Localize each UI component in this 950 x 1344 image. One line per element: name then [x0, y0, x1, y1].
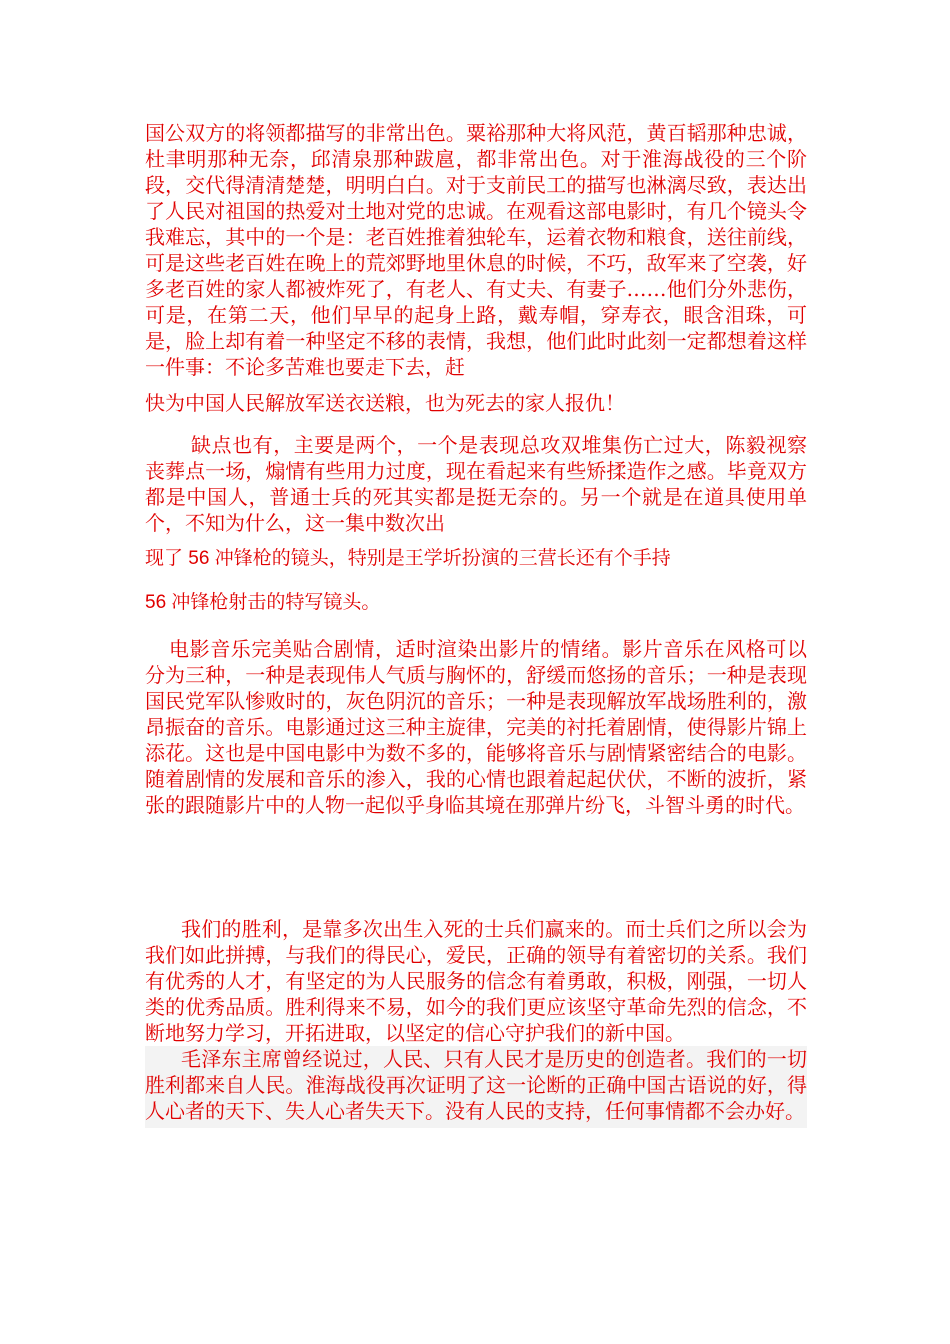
paragraph-people-quote: 毛泽东主席曾经说过，人民、只有人民才是历史的创造者。我们的一切胜利都来自人民。淮海战役再次证明了这一论断的正确中国古语说的好，得人心者的天下、失人心者失天下。没有人民的支持，任何事情都不会办好。: [145, 1046, 807, 1128]
paragraph-shortcomings-closeup: 56 冲锋枪射击的特写镜头。: [145, 592, 381, 613]
document-body: [145, 120, 807, 1128]
paragraph-shortcomings-gun: 现了 56 冲锋枪的镜头，特别是王学圻扮演的三营长还有个手持: [145, 548, 671, 569]
paragraph-film-characters-end: 快为中国人民解放军送衣送粮，也为死去的家人报仇！: [145, 391, 625, 415]
paragraph-shortcomings: 缺点也有，主要是两个，一个是表现总攻双堆集伤亡过大，陈毅视察丧葬点一场，煽情有些用力过度，现在看起来有些矫揉造作之感。毕竟双方都是中国人，普通士兵的死其实都是挺无奈的。另一个就是在道具使用单个，不知为什么，这一集中数次出: [145, 433, 807, 535]
paragraph-victory: 我们的胜利，是靠多次出生入死的士兵们赢来的。而士兵们之所以会为我们如此拼搏，与我们的得民心，爱民，正确的领导有着密切的关系。我们有优秀的人才，有坚定的为人民服务的信念有着勇敢，积极，刚强，一切人类的优秀品质。胜利得来不易，如今的我们更应该坚守革命先烈的信念，不断地努力学习，开拓进取，以坚定的信心守护我们的新中国。: [145, 917, 807, 1045]
paragraph-film-characters: 国公双方的将领都描写的非常出色。粟裕那种大将风范，黄百韬那种忠诚，杜聿明那种无奈，邱清泉那种跋扈，都非常出色。对于淮海战役的三个阶段，交代得清清楚楚，明明白白。对于支前民工的描写也淋漓尽致，表达出了人民对祖国的热爱对土地对党的忠诚。在观看这部电影时，有几个镜头令我难忘，其中的一个是：老百姓推着独轮车，运着衣物和粮食，送往前线，可是这些老百姓在晚上的荒郊野地里休息的时候，不巧，敌军来了空袭，好多老百姓的家人都被炸死了，有老人、有丈夫、有妻子……他们分外悲伤，可是，在第二天，他们早早的起身上路，戴寿帽，穿寿衣，眼含泪珠，可是，脸上却有着一种坚定不移的表情，我想，他们此时此刻一定都想着这样一件事：不论多苦难也要走下去，赶: [145, 121, 807, 379]
paragraph-music: 电影音乐完美贴合剧情，适时渲染出影片的情绪。影片音乐在风格可以分为三种，一种是表现伟人气质与胸怀的，舒缓而悠扬的音乐；一种是表现国民党军队惨败时的，灰色阴沉的音乐；一种是表现解放军战场胜利的，激昂振奋的音乐。电影通过这三种主旋律，完美的衬托着剧情，使得影片锦上添花。这也是中国电影中为数不多的，能够将音乐与剧情紧密结合的电影。随着剧情的发展和音乐的渗入，我的心情也跟着起起伏伏，不断的波折，紧张的跟随影片中的人物一起似乎身临其境在那弹片纷飞，斗智斗勇的时代。: [145, 637, 807, 817]
